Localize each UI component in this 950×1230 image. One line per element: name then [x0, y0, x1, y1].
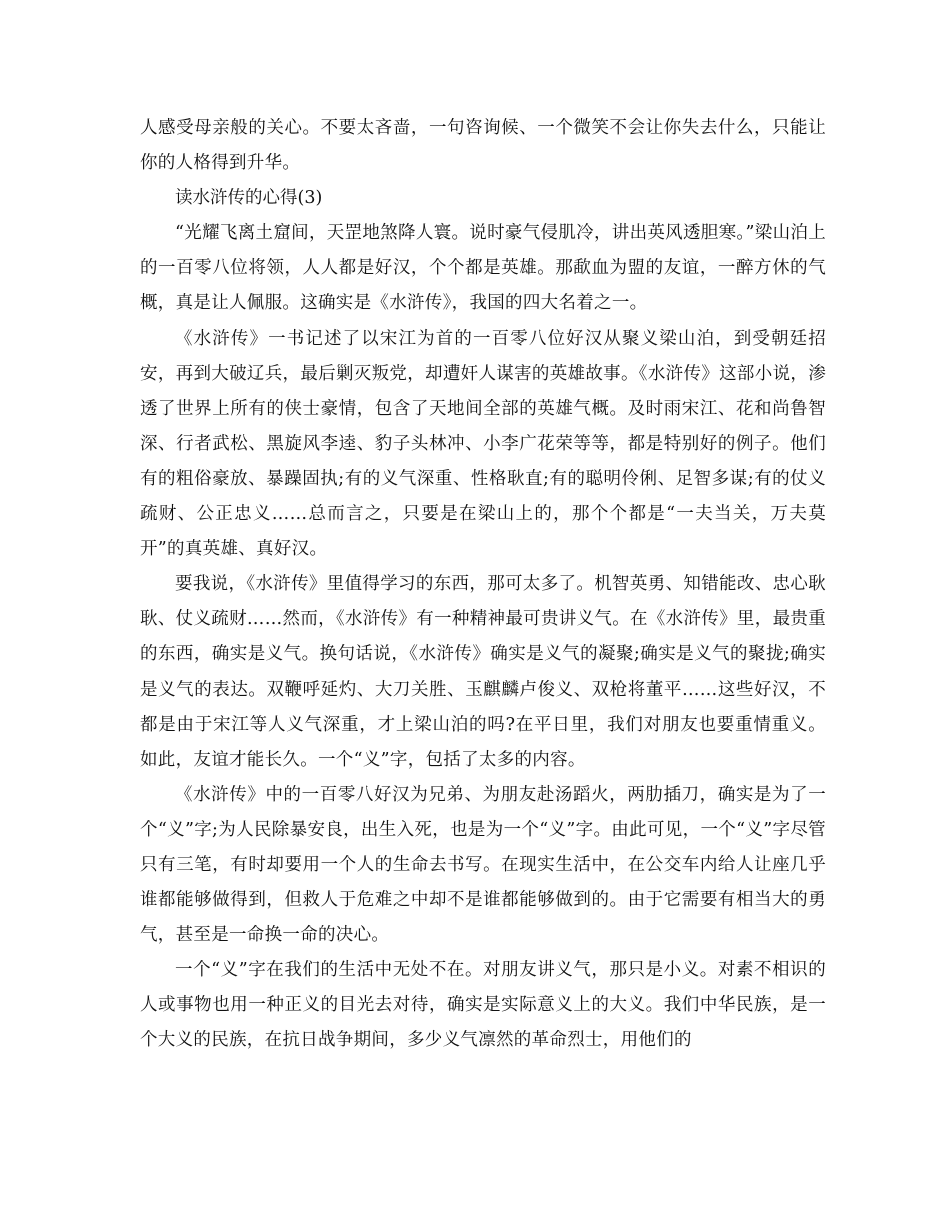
document-body — [140, 111, 826, 1059]
paragraph-3: 要我说，《水浒传》里值得学习的东西，那可太多了。机智英勇、知错能改、忠心耿耿、仗义疏财……然而，《水浒传》有一种精神最可贵讲义气。在《水浒传》里，最贵重的东西，确实是义气。换句话说，《水浒传》确实是义气的凝聚;确实是义气的聚拢;确实是义气的表达。双鞭呼延灼、大刀关胜、玉麒麟卢俊义、双枪将董平……这些好汉，不都是由于宋江等人义气深重，才上梁山泊的吗?在平日里，我们对朋友也要重情重义。如此，友谊才能长久。一个“义”字，包括了太多的内容。 — [140, 574, 826, 770]
paragraph-2: 《水浒传》一书记述了以宋江为首的一百零八位好汉从聚义梁山泊，到受朝廷招安，再到大破辽兵，最后剿灭叛党，却遭奸人谋害的英雄故事。《水浒传》这部小说，渗透了世界上所有的侠士豪情，包含了天地间全部的英雄气概。及时雨宋江、花和尚鲁智深、行者武松、黑旋风李逵、豹子头林冲、小李广花荣等等，都是特别好的例子。他们有的粗俗豪放、暴躁固执;有的义气深重、性格耿直;有的聪明伶俐、足智多谋;有的仗义疏财、公正忠义……总而言之，只要是在梁山上的，那个个都是“一夫当关，万夫莫开”的真英雄、真好汉。 — [140, 328, 826, 560]
paragraph-4: 《水浒传》中的一百零八好汉为兄弟、为朋友赴汤蹈火，两肋插刀，确实是为了一个“义”字;为人民除暴安良，出生入死，也是为一个“义”字。由此可见，一个“义”字尽管只有三笔，有时却要用一个人的生命去书写。在现实生活中，在公交车内给人让座几乎谁都能够做得到，但救人于危难之中却不是谁都能够做到的。由于它需要有相当大的勇气，甚至是一命换一命的决心。 — [140, 784, 826, 946]
continuation-paragraph: 人感受母亲般的关心。不要太吝啬，一句咨询候、一个微笑不会让你失去什么，只能让你的人格得到升华。 — [140, 118, 826, 174]
paragraph-5: 一个“义”字在我们的生活中无处不在。对朋友讲义气，那只是小义。对素不相识的人或事物也用一种正义的目光去对待，确实是实际意义上的大义。我们中华民族，是一个大义的民族，在抗日战争期间，多少义气凛然的革命烈士，用他们的 — [140, 960, 826, 1051]
paragraph-1: “光耀飞离土窟间，天罡地煞降人寰。说时豪气侵肌冷，讲出英风透胆寒。”梁山泊上的一百零八位将领，人人都是好汉，个个都是英雄。那歃血为盟的友谊，一醉方休的气概，真是让人佩服。这确实是《水浒传》，我国的四大名着之一。 — [140, 223, 826, 314]
section-heading: 读水浒传的心得(3) — [175, 188, 323, 209]
